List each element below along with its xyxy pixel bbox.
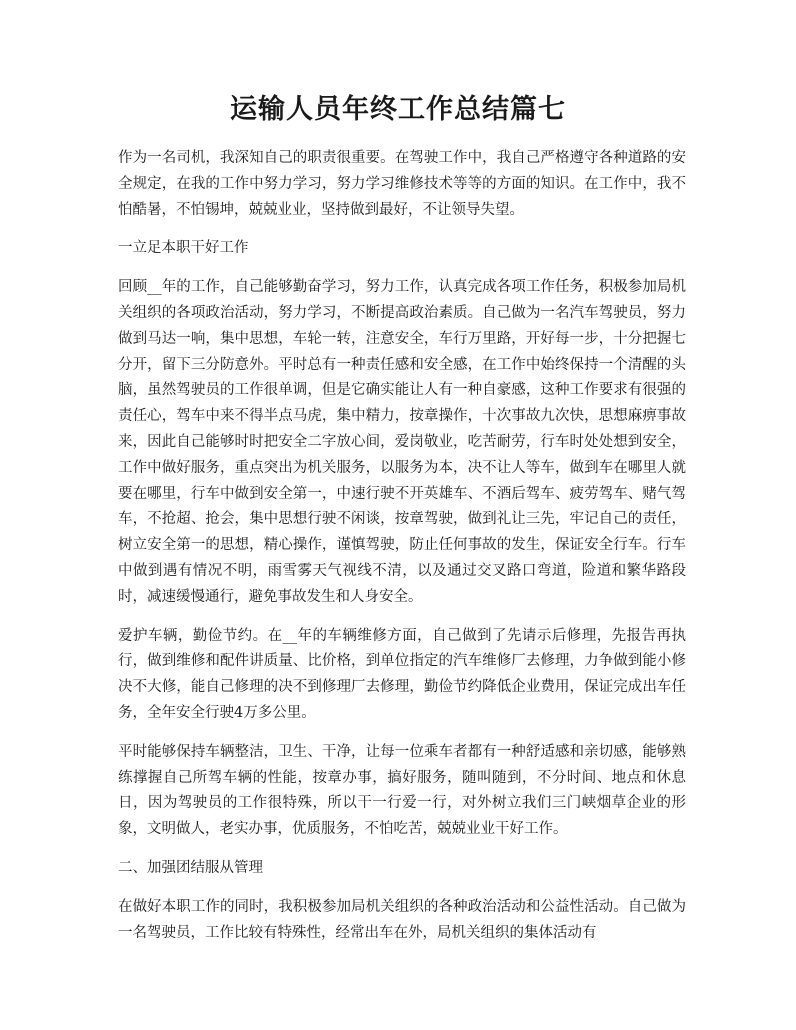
paragraph-review: 回顾__年的工作，自己能够勤奋学习，努力工作，认真完成各项工作任务，积极参加局机关组织的各项政治活动，努力学习，不断提高政治素质。自己做为一名汽车驾驶员，努力做到马达一响，集中思想，车轮一转，注意安全，车行万里路，开好每一步，十分把握七分开，留下三分防意外。平时总有一种责任感和安全感，在工作中始终保持一个清醒的头脑，虽然驾驶员的工作很单调，但是它确实能让人有一种自豪感，这种工作要求有很强的责任心，驾车中来不得半点马虎，集中精力，按章操作，十次事故九次快，思想麻痹事故来，因此自己能够时时把安全二字放心间，爱岗敬业，吃苦耐劳，行车时处处想到安全，工作中做好服务，重点突出为机关服务，以服务为本，决不让人等车，做到车在哪里人就要在哪里，行车中做到安全第一，中速行驶不开英雄车、不酒后驾车、疲劳驾车、赌气驾车，不抢超、抢会，集中思想行驶不闲谈，按章驾驶，做到礼让三先，牢记自己的责任，树立安全第一的思想，精心操作，谨慎驾驶，防止任何事故的发生，保证安全行车。行车中做到遇有情况不明，雨雪雾天气视线不清，以及通过交叉路口弯道，险道和繁华路段时，减速缓慢通行，避免事故发生和人身安全。 [118, 279, 686, 605]
document-body [118, 146, 686, 959]
section-heading-2: 二、加强团结服从管理 [118, 859, 263, 876]
paragraph-vehicle-care: 爱护车辆，勤俭节约。在__年的车辆维修方面，自己做到了先请示后修理，先报告再执行，做到维修和配件讲质量、比价格，到单位指定的汽车维修厂去修理，力争做到能小修决不大修，能自己修理的决不到修理厂去修理，勤俭节约降低企业费用，保证完成出车任务，全年安全行驶4万多公里。 [118, 627, 686, 721]
paragraph-unity: 在做好本职工作的同时，我积极参加局机关组织的各种政治活动和公益性活动。自己做为一名驾驶员，工作比较有特殊性，经常出车在外，局机关组织的集体活动有 [118, 898, 686, 941]
paragraph-cleanliness: 平时能够保持车辆整洁，卫生、干净，让每一位乘车者都有一种舒适感和亲切感，能够熟练撑握自己所驾车辆的性能，按章办事，搞好服务，随叫随到，不分时间、地点和休息日，因为驾驶员的工作很特殊，所以干一行爱一行，对外树立我们三门峡烟草企业的形象，文明做人，老实办事，优质服务，不怕吃苦，兢兢业业干好工作。 [118, 743, 686, 838]
document-title: 运输人员年终工作总结篇七 [230, 94, 566, 125]
section-heading-1: 一立足本职干好工作 [118, 240, 249, 257]
paragraph-intro: 作为一名司机，我深知自己的职责很重要。在驾驶工作中，我自己严格遵守各种道路的安全规定，在我的工作中努力学习，努力学习维修技术等等的方面的知识。在工作中，我不怕酷暑，不怕锡坤，兢兢业业，坚持做到最好，不让领导失望。 [118, 150, 686, 218]
